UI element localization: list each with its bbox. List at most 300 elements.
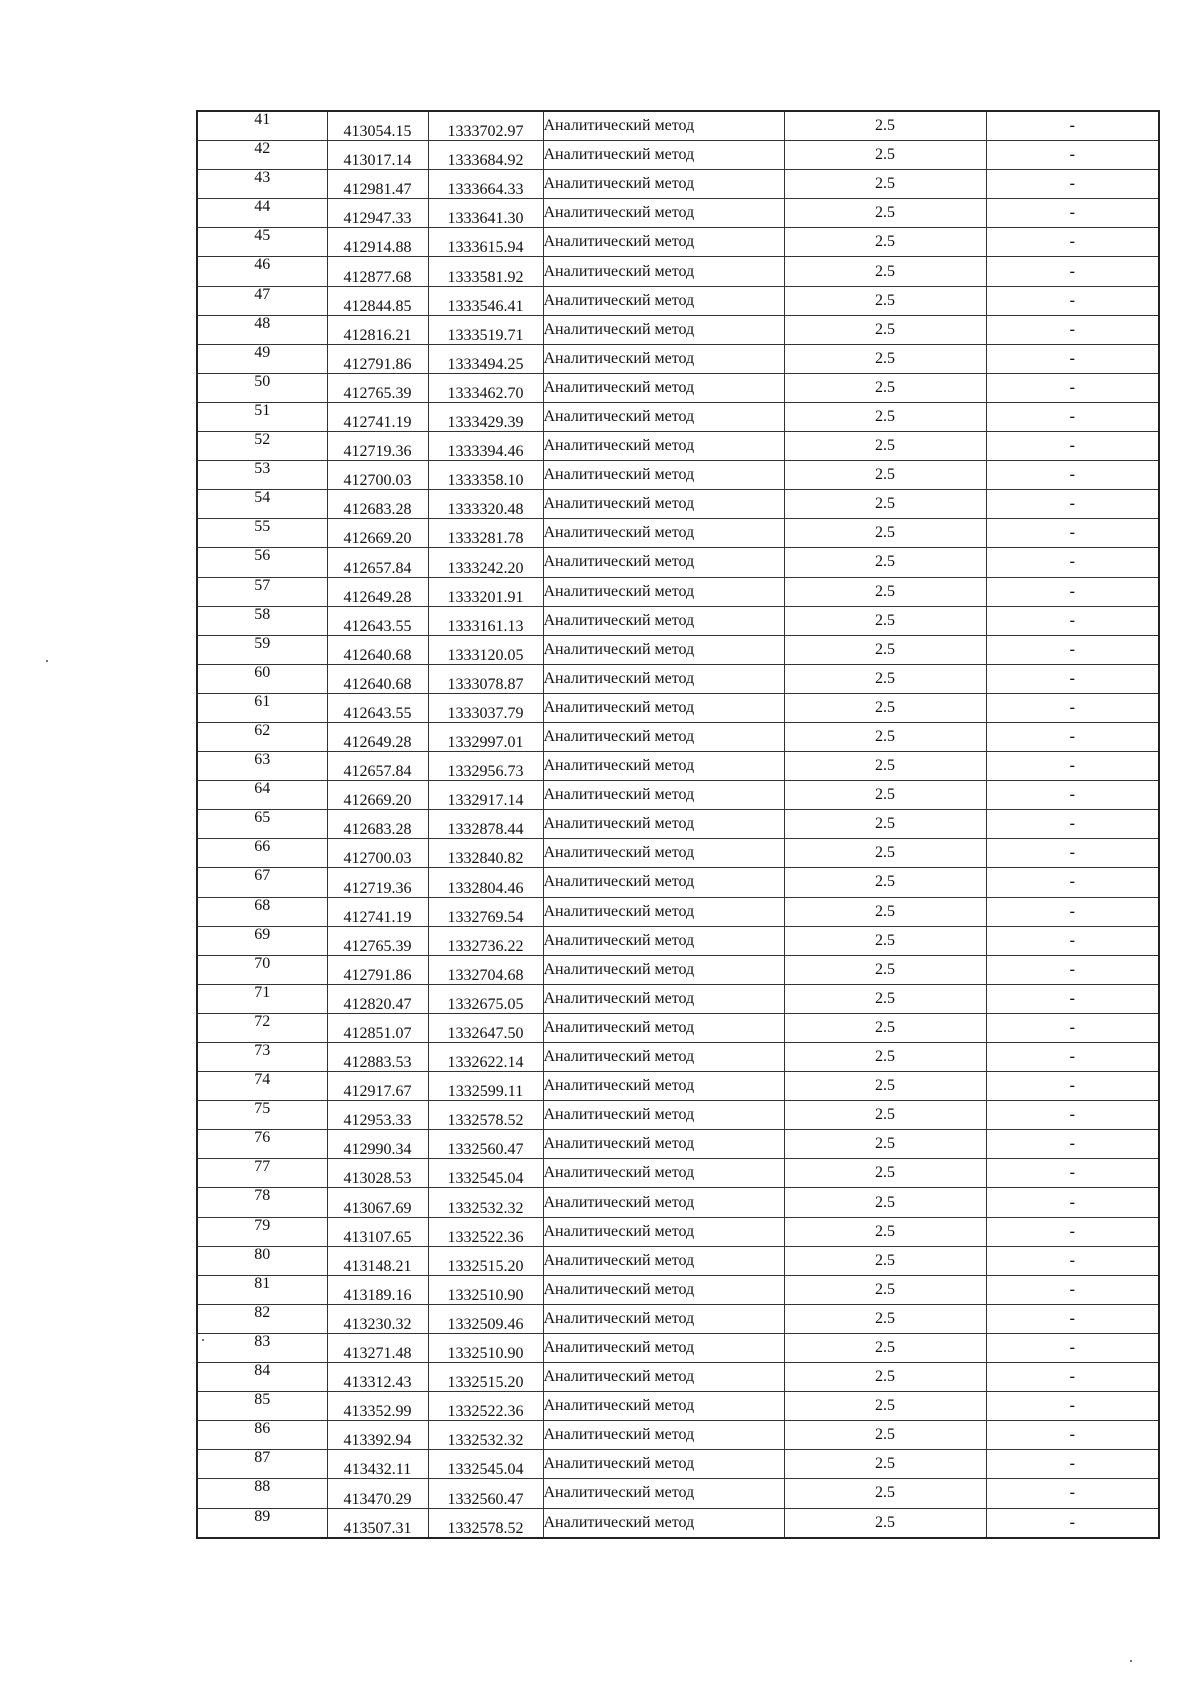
accuracy-cell: 2.5	[784, 1333, 986, 1362]
point-number-cell: 72	[197, 1013, 327, 1042]
x-coordinate-cell: 412981.47	[327, 170, 428, 199]
table-row	[197, 722, 1159, 751]
method-cell: Аналитический метод	[543, 1479, 784, 1508]
accuracy-cell: 2.5	[784, 1392, 986, 1421]
accuracy-cell: 2.5	[784, 1043, 986, 1072]
y-coordinate-cell: 1333120.05	[428, 635, 543, 664]
y-coordinate-cell: 1333641.30	[428, 199, 543, 228]
point-number-cell: 73	[197, 1043, 327, 1072]
description-cell: -	[986, 1363, 1159, 1392]
point-number-cell: 68	[197, 897, 327, 926]
table-row	[197, 432, 1159, 461]
point-number-cell: 51	[197, 402, 327, 431]
accuracy-cell: 2.5	[784, 781, 986, 810]
y-coordinate-cell: 1333161.13	[428, 606, 543, 635]
table-row	[197, 752, 1159, 781]
x-coordinate-cell: 412791.86	[327, 955, 428, 984]
point-number-cell: 49	[197, 344, 327, 373]
point-number-cell: 88	[197, 1479, 327, 1508]
method-cell: Аналитический метод	[543, 1072, 784, 1101]
y-coordinate-cell: 1332560.47	[428, 1130, 543, 1159]
accuracy-cell: 2.5	[784, 926, 986, 955]
accuracy-cell: 2.5	[784, 257, 986, 286]
accuracy-cell: 2.5	[784, 1363, 986, 1392]
y-coordinate-cell: 1333242.20	[428, 548, 543, 577]
accuracy-cell: 2.5	[784, 1421, 986, 1450]
description-cell: -	[986, 461, 1159, 490]
y-coordinate-cell: 1332769.54	[428, 897, 543, 926]
point-number-cell: 76	[197, 1130, 327, 1159]
x-coordinate-cell: 412765.39	[327, 373, 428, 402]
table-row	[197, 577, 1159, 606]
table-row	[197, 1363, 1159, 1392]
method-cell: Аналитический метод	[543, 315, 784, 344]
accuracy-cell: 2.5	[784, 286, 986, 315]
x-coordinate-cell: 412877.68	[327, 257, 428, 286]
accuracy-cell: 2.5	[784, 199, 986, 228]
y-coordinate-cell: 1333702.97	[428, 111, 543, 141]
accuracy-cell: 2.5	[784, 402, 986, 431]
y-coordinate-cell: 1332510.90	[428, 1333, 543, 1362]
method-cell: Аналитический метод	[543, 170, 784, 199]
description-cell: -	[986, 286, 1159, 315]
y-coordinate-cell: 1332578.52	[428, 1101, 543, 1130]
accuracy-cell: 2.5	[784, 577, 986, 606]
method-cell: Аналитический метод	[543, 635, 784, 664]
method-cell: Аналитический метод	[543, 955, 784, 984]
point-number-cell: 42	[197, 141, 327, 170]
table-row	[197, 315, 1159, 344]
method-cell: Аналитический метод	[543, 897, 784, 926]
x-coordinate-cell: 412917.67	[327, 1072, 428, 1101]
point-number-cell: 69	[197, 926, 327, 955]
y-coordinate-cell: 1332840.82	[428, 839, 543, 868]
point-number-cell: 66	[197, 839, 327, 868]
y-coordinate-cell: 1332878.44	[428, 810, 543, 839]
y-coordinate-cell: 1332515.20	[428, 1246, 543, 1275]
point-number-cell: 86	[197, 1421, 327, 1450]
description-cell: -	[986, 926, 1159, 955]
point-number-cell: 87	[197, 1450, 327, 1479]
x-coordinate-cell: 413017.14	[327, 141, 428, 170]
point-number-cell: 89	[197, 1508, 327, 1538]
y-coordinate-cell: 1332522.36	[428, 1392, 543, 1421]
table-row	[197, 1246, 1159, 1275]
x-coordinate-cell: 413028.53	[327, 1159, 428, 1188]
point-number-cell: 43	[197, 170, 327, 199]
x-coordinate-cell: 413271.48	[327, 1333, 428, 1362]
description-cell: -	[986, 752, 1159, 781]
y-coordinate-cell: 1332647.50	[428, 1013, 543, 1042]
y-coordinate-cell: 1333581.92	[428, 257, 543, 286]
method-cell: Аналитический метод	[543, 141, 784, 170]
table-row	[197, 402, 1159, 431]
table-row	[197, 548, 1159, 577]
method-cell: Аналитический метод	[543, 1333, 784, 1362]
description-cell: -	[986, 868, 1159, 897]
method-cell: Аналитический метод	[543, 1246, 784, 1275]
accuracy-cell: 2.5	[784, 111, 986, 141]
x-coordinate-cell: 412669.20	[327, 519, 428, 548]
accuracy-cell: 2.5	[784, 1275, 986, 1304]
table-row	[197, 170, 1159, 199]
accuracy-cell: 2.5	[784, 344, 986, 373]
table-row	[197, 373, 1159, 402]
point-number-cell: 54	[197, 490, 327, 519]
x-coordinate-cell: 412669.20	[327, 781, 428, 810]
method-cell: Аналитический метод	[543, 752, 784, 781]
table-row	[197, 461, 1159, 490]
y-coordinate-cell: 1333664.33	[428, 170, 543, 199]
accuracy-cell: 2.5	[784, 1479, 986, 1508]
y-coordinate-cell: 1333462.70	[428, 373, 543, 402]
method-cell: Аналитический метод	[543, 606, 784, 635]
x-coordinate-cell: 413352.99	[327, 1392, 428, 1421]
y-coordinate-cell: 1332510.90	[428, 1275, 543, 1304]
y-coordinate-cell: 1332622.14	[428, 1043, 543, 1072]
x-coordinate-cell: 412683.28	[327, 490, 428, 519]
point-number-cell: 41	[197, 111, 327, 141]
method-cell: Аналитический метод	[543, 432, 784, 461]
method-cell: Аналитический метод	[543, 1130, 784, 1159]
x-coordinate-cell: 412657.84	[327, 752, 428, 781]
x-coordinate-cell: 413230.32	[327, 1304, 428, 1333]
table-row	[197, 1013, 1159, 1042]
accuracy-cell: 2.5	[784, 810, 986, 839]
point-number-cell: 50	[197, 373, 327, 402]
method-cell: Аналитический метод	[543, 839, 784, 868]
scan-speck	[202, 1339, 204, 1341]
description-cell: -	[986, 606, 1159, 635]
point-number-cell: 60	[197, 664, 327, 693]
point-number-cell: 77	[197, 1159, 327, 1188]
x-coordinate-cell: 412883.53	[327, 1043, 428, 1072]
point-number-cell: 63	[197, 752, 327, 781]
table-row	[197, 1101, 1159, 1130]
method-cell: Аналитический метод	[543, 1421, 784, 1450]
y-coordinate-cell: 1332560.47	[428, 1479, 543, 1508]
y-coordinate-cell: 1332515.20	[428, 1363, 543, 1392]
description-cell: -	[986, 1159, 1159, 1188]
x-coordinate-cell: 413148.21	[327, 1246, 428, 1275]
table-row	[197, 1159, 1159, 1188]
description-cell: -	[986, 141, 1159, 170]
description-cell: -	[986, 490, 1159, 519]
y-coordinate-cell: 1332997.01	[428, 722, 543, 751]
accuracy-cell: 2.5	[784, 548, 986, 577]
method-cell: Аналитический метод	[543, 984, 784, 1013]
point-number-cell: 79	[197, 1217, 327, 1246]
y-coordinate-cell: 1332545.04	[428, 1159, 543, 1188]
description-cell: -	[986, 315, 1159, 344]
accuracy-cell: 2.5	[784, 664, 986, 693]
x-coordinate-cell: 412657.84	[327, 548, 428, 577]
description-cell: -	[986, 432, 1159, 461]
description-cell: -	[986, 402, 1159, 431]
point-number-cell: 64	[197, 781, 327, 810]
method-cell: Аналитический метод	[543, 1013, 784, 1042]
description-cell: -	[986, 1508, 1159, 1538]
description-cell: -	[986, 1072, 1159, 1101]
point-number-cell: 71	[197, 984, 327, 1013]
method-cell: Аналитический метод	[543, 1304, 784, 1333]
accuracy-cell: 2.5	[784, 1072, 986, 1101]
y-coordinate-cell: 1332917.14	[428, 781, 543, 810]
table-row	[197, 199, 1159, 228]
y-coordinate-cell: 1332704.68	[428, 955, 543, 984]
description-cell: -	[986, 1043, 1159, 1072]
point-number-cell: 45	[197, 228, 327, 257]
point-number-cell: 48	[197, 315, 327, 344]
y-coordinate-cell: 1332522.36	[428, 1217, 543, 1246]
scan-speck	[1130, 1660, 1132, 1662]
x-coordinate-cell: 412640.68	[327, 664, 428, 693]
x-coordinate-cell: 412649.28	[327, 722, 428, 751]
y-coordinate-cell: 1333615.94	[428, 228, 543, 257]
accuracy-cell: 2.5	[784, 228, 986, 257]
y-coordinate-cell: 1333394.46	[428, 432, 543, 461]
x-coordinate-cell: 413107.65	[327, 1217, 428, 1246]
x-coordinate-cell: 412640.68	[327, 635, 428, 664]
table-row	[197, 635, 1159, 664]
description-cell: -	[986, 897, 1159, 926]
x-coordinate-cell: 413312.43	[327, 1363, 428, 1392]
description-cell: -	[986, 664, 1159, 693]
description-cell: -	[986, 199, 1159, 228]
description-cell: -	[986, 781, 1159, 810]
description-cell: -	[986, 344, 1159, 373]
method-cell: Аналитический метод	[543, 1392, 784, 1421]
table-row	[197, 1043, 1159, 1072]
description-cell: -	[986, 693, 1159, 722]
method-cell: Аналитический метод	[543, 548, 784, 577]
method-cell: Аналитический метод	[543, 344, 784, 373]
x-coordinate-cell: 413189.16	[327, 1275, 428, 1304]
x-coordinate-cell: 412683.28	[327, 810, 428, 839]
method-cell: Аналитический метод	[543, 461, 784, 490]
table-row	[197, 955, 1159, 984]
accuracy-cell: 2.5	[784, 839, 986, 868]
x-coordinate-cell: 412741.19	[327, 897, 428, 926]
table-row	[197, 1217, 1159, 1246]
table-row	[197, 1450, 1159, 1479]
y-coordinate-cell: 1333201.91	[428, 577, 543, 606]
accuracy-cell: 2.5	[784, 693, 986, 722]
table-row	[197, 839, 1159, 868]
table-row	[197, 868, 1159, 897]
x-coordinate-cell: 412990.34	[327, 1130, 428, 1159]
accuracy-cell: 2.5	[784, 315, 986, 344]
description-cell: -	[986, 810, 1159, 839]
table-row	[197, 1188, 1159, 1217]
method-cell: Аналитический метод	[543, 1188, 784, 1217]
x-coordinate-cell: 413470.29	[327, 1479, 428, 1508]
description-cell: -	[986, 635, 1159, 664]
point-number-cell: 57	[197, 577, 327, 606]
table-row	[197, 519, 1159, 548]
table-row	[197, 1275, 1159, 1304]
table-row	[197, 490, 1159, 519]
table-row	[197, 286, 1159, 315]
accuracy-cell: 2.5	[784, 1101, 986, 1130]
point-number-cell: 56	[197, 548, 327, 577]
point-number-cell: 62	[197, 722, 327, 751]
point-number-cell: 52	[197, 432, 327, 461]
description-cell: -	[986, 170, 1159, 199]
description-cell: -	[986, 548, 1159, 577]
y-coordinate-cell: 1333684.92	[428, 141, 543, 170]
description-cell: -	[986, 984, 1159, 1013]
point-number-cell: 53	[197, 461, 327, 490]
description-cell: -	[986, 1392, 1159, 1421]
table-row	[197, 926, 1159, 955]
description-cell: -	[986, 1130, 1159, 1159]
y-coordinate-cell: 1333358.10	[428, 461, 543, 490]
point-number-cell: 81	[197, 1275, 327, 1304]
description-cell: -	[986, 1479, 1159, 1508]
y-coordinate-cell: 1332956.73	[428, 752, 543, 781]
y-coordinate-cell: 1333037.79	[428, 693, 543, 722]
table-row	[197, 1479, 1159, 1508]
point-number-cell: 80	[197, 1246, 327, 1275]
y-coordinate-cell: 1332509.46	[428, 1304, 543, 1333]
accuracy-cell: 2.5	[784, 1013, 986, 1042]
point-number-cell: 78	[197, 1188, 327, 1217]
method-cell: Аналитический метод	[543, 1363, 784, 1392]
point-number-cell: 70	[197, 955, 327, 984]
table-row	[197, 810, 1159, 839]
x-coordinate-cell: 412820.47	[327, 984, 428, 1013]
description-cell: -	[986, 519, 1159, 548]
method-cell: Аналитический метод	[543, 373, 784, 402]
table-row	[197, 228, 1159, 257]
table-row	[197, 344, 1159, 373]
x-coordinate-cell: 413054.15	[327, 111, 428, 141]
method-cell: Аналитический метод	[543, 1217, 784, 1246]
method-cell: Аналитический метод	[543, 722, 784, 751]
point-number-cell: 58	[197, 606, 327, 635]
table-row	[197, 897, 1159, 926]
table-row	[197, 1130, 1159, 1159]
table-row	[197, 1304, 1159, 1333]
method-cell: Аналитический метод	[543, 1101, 784, 1130]
x-coordinate-cell: 412953.33	[327, 1101, 428, 1130]
accuracy-cell: 2.5	[784, 606, 986, 635]
x-coordinate-cell: 412649.28	[327, 577, 428, 606]
point-number-cell: 74	[197, 1072, 327, 1101]
x-coordinate-cell: 412700.03	[327, 461, 428, 490]
x-coordinate-cell: 412851.07	[327, 1013, 428, 1042]
y-coordinate-cell: 1333078.87	[428, 664, 543, 693]
description-cell: -	[986, 1421, 1159, 1450]
table-row	[197, 1333, 1159, 1362]
y-coordinate-cell: 1332599.11	[428, 1072, 543, 1101]
method-cell: Аналитический метод	[543, 868, 784, 897]
method-cell: Аналитический метод	[543, 257, 784, 286]
accuracy-cell: 2.5	[784, 1188, 986, 1217]
x-coordinate-cell: 412791.86	[327, 344, 428, 373]
x-coordinate-cell: 412947.33	[327, 199, 428, 228]
accuracy-cell: 2.5	[784, 1217, 986, 1246]
accuracy-cell: 2.5	[784, 170, 986, 199]
description-cell: -	[986, 722, 1159, 751]
description-cell: -	[986, 955, 1159, 984]
y-coordinate-cell: 1333546.41	[428, 286, 543, 315]
table-row	[197, 141, 1159, 170]
point-number-cell: 47	[197, 286, 327, 315]
method-cell: Аналитический метод	[543, 1508, 784, 1538]
method-cell: Аналитический метод	[543, 490, 784, 519]
accuracy-cell: 2.5	[784, 635, 986, 664]
description-cell: -	[986, 373, 1159, 402]
x-coordinate-cell: 413432.11	[327, 1450, 428, 1479]
table-row	[197, 1421, 1159, 1450]
coordinates-table-body	[197, 111, 1159, 1538]
x-coordinate-cell: 412719.36	[327, 432, 428, 461]
x-coordinate-cell: 413067.69	[327, 1188, 428, 1217]
point-number-cell: 84	[197, 1363, 327, 1392]
description-cell: -	[986, 1013, 1159, 1042]
point-number-cell: 83	[197, 1333, 327, 1362]
method-cell: Аналитический метод	[543, 693, 784, 722]
y-coordinate-cell: 1332532.32	[428, 1188, 543, 1217]
x-coordinate-cell: 413392.94	[327, 1421, 428, 1450]
scan-speck	[46, 660, 48, 662]
description-cell: -	[986, 111, 1159, 141]
method-cell: Аналитический метод	[543, 781, 784, 810]
method-cell: Аналитический метод	[543, 1275, 784, 1304]
accuracy-cell: 2.5	[784, 432, 986, 461]
accuracy-cell: 2.5	[784, 519, 986, 548]
description-cell: -	[986, 1101, 1159, 1130]
table-row	[197, 257, 1159, 286]
y-coordinate-cell: 1333320.48	[428, 490, 543, 519]
point-number-cell: 75	[197, 1101, 327, 1130]
x-coordinate-cell: 412643.55	[327, 606, 428, 635]
accuracy-cell: 2.5	[784, 1304, 986, 1333]
description-cell: -	[986, 1217, 1159, 1246]
table-row	[197, 664, 1159, 693]
description-cell: -	[986, 257, 1159, 286]
y-coordinate-cell: 1332578.52	[428, 1508, 543, 1538]
method-cell: Аналитический метод	[543, 402, 784, 431]
accuracy-cell: 2.5	[784, 897, 986, 926]
y-coordinate-cell: 1332736.22	[428, 926, 543, 955]
accuracy-cell: 2.5	[784, 984, 986, 1013]
point-number-cell: 82	[197, 1304, 327, 1333]
accuracy-cell: 2.5	[784, 461, 986, 490]
table-row	[197, 984, 1159, 1013]
description-cell: -	[986, 839, 1159, 868]
y-coordinate-cell: 1333519.71	[428, 315, 543, 344]
x-coordinate-cell: 412844.85	[327, 286, 428, 315]
x-coordinate-cell: 412643.55	[327, 693, 428, 722]
y-coordinate-cell: 1332545.04	[428, 1450, 543, 1479]
point-number-cell: 67	[197, 868, 327, 897]
table-row	[197, 1072, 1159, 1101]
description-cell: -	[986, 1333, 1159, 1362]
description-cell: -	[986, 228, 1159, 257]
point-number-cell: 59	[197, 635, 327, 664]
method-cell: Аналитический метод	[543, 111, 784, 141]
accuracy-cell: 2.5	[784, 1508, 986, 1538]
description-cell: -	[986, 1450, 1159, 1479]
method-cell: Аналитический метод	[543, 228, 784, 257]
table-row	[197, 1392, 1159, 1421]
accuracy-cell: 2.5	[784, 1246, 986, 1275]
x-coordinate-cell: 412741.19	[327, 402, 428, 431]
table-row	[197, 1508, 1159, 1538]
